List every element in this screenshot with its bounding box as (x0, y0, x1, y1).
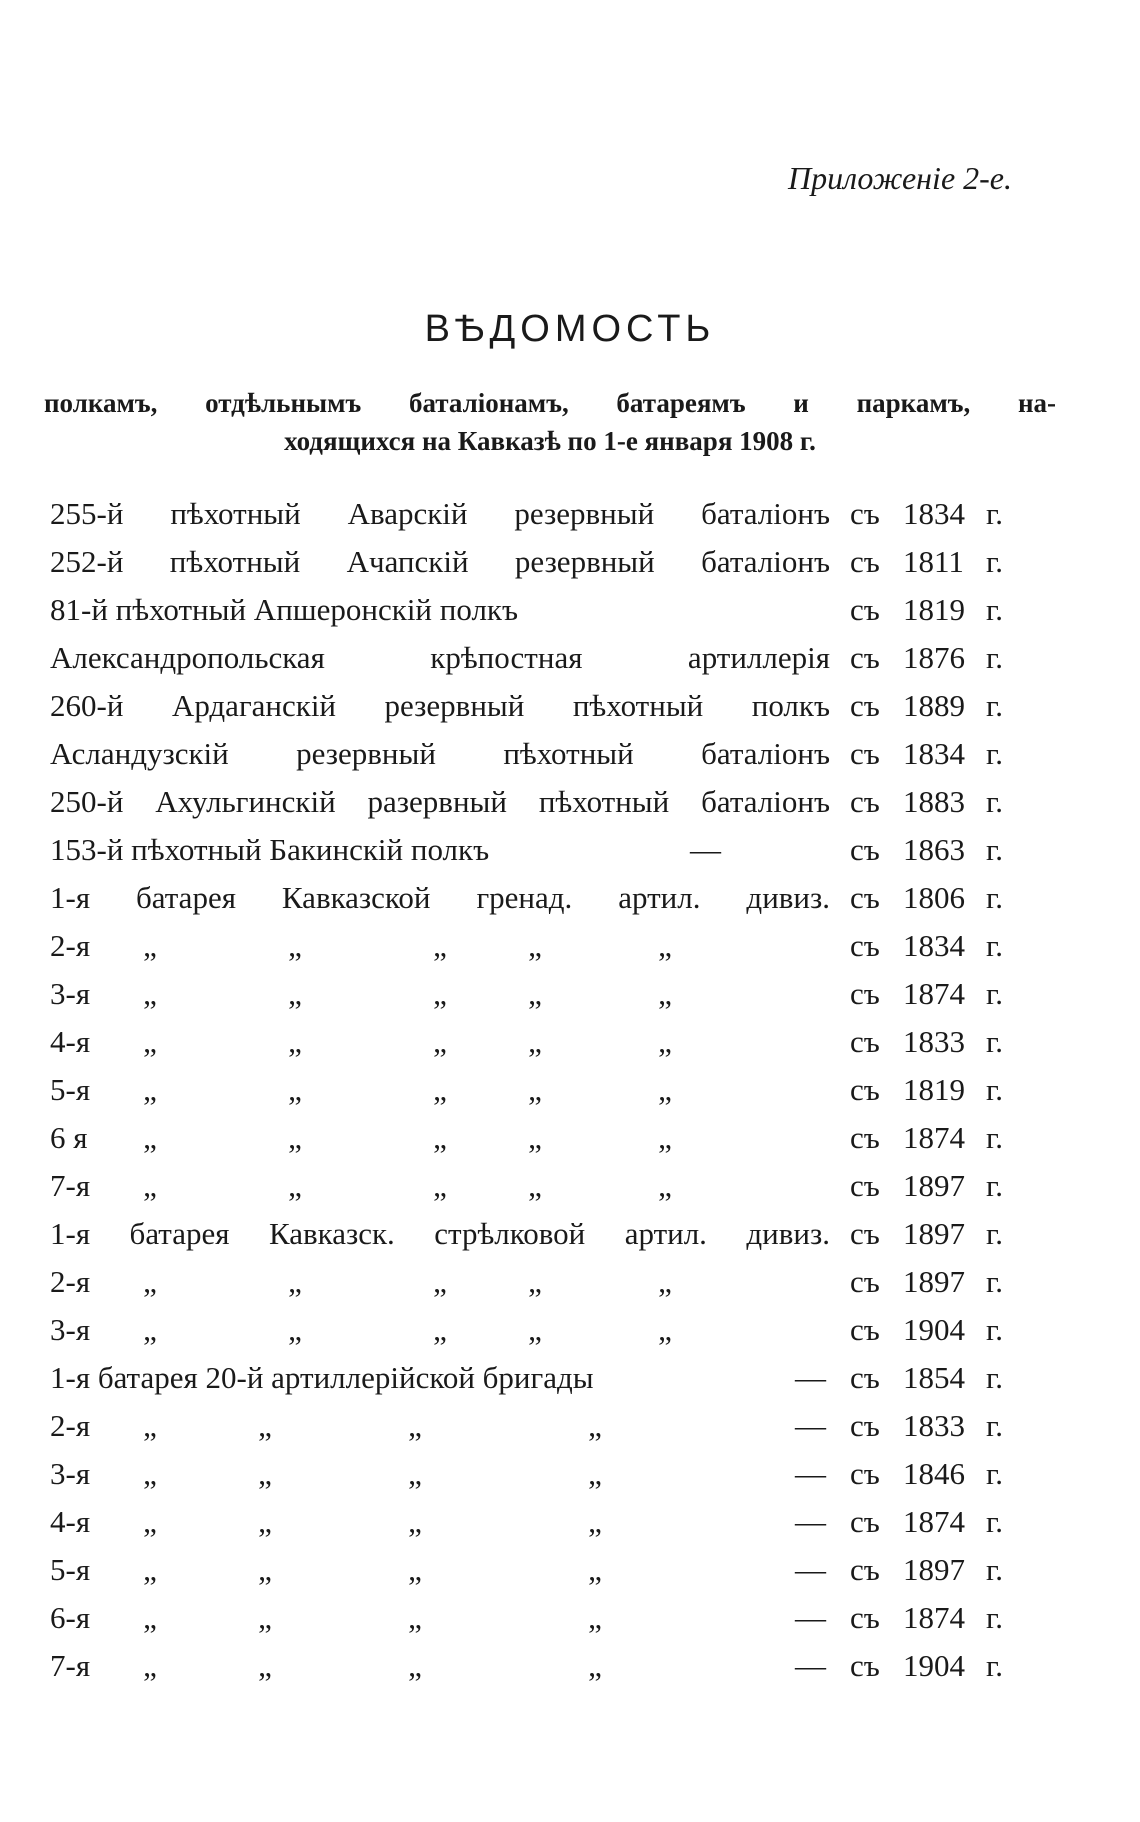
ditto-mark: „ (288, 1120, 302, 1155)
ditto-mark: „ (258, 1552, 272, 1587)
subtitle-line-1: полкамъ, отдѣльнымъ баталiонамъ, батареямъ и паркамъ, на- (44, 388, 1056, 418)
table-row (50, 1498, 1010, 1546)
ditto-mark: „ (288, 976, 302, 1011)
since-word: съ (850, 880, 880, 915)
ditto-mark: „ (588, 1504, 602, 1539)
since-word: съ (850, 1168, 880, 1203)
table-row (50, 1066, 1010, 1114)
year-value: 1876 (903, 640, 965, 675)
table-row (50, 538, 1010, 586)
dash-mark: — (690, 832, 721, 867)
year-suffix: г. (986, 496, 1003, 531)
dash-mark: — (795, 1504, 826, 1539)
ditto-mark: „ (408, 1648, 422, 1683)
year-suffix: г. (986, 832, 1003, 867)
unit-number: 7-я (50, 1168, 91, 1203)
year-value: 1819 (903, 592, 965, 627)
ditto-mark: „ (288, 1168, 302, 1203)
ditto-mark: „ (588, 1648, 602, 1683)
year-suffix: г. (986, 1648, 1003, 1683)
table-row (50, 682, 1010, 730)
since-word: съ (850, 688, 880, 723)
unit-number: 5-я (50, 1552, 91, 1587)
table-row (50, 874, 1010, 922)
ditto-mark: „ (658, 928, 672, 963)
year-suffix: г. (986, 880, 1003, 915)
ditto-mark: „ (433, 1264, 447, 1299)
since-word: съ (850, 640, 880, 675)
since-word: съ (850, 496, 880, 531)
year-value: 1874 (903, 1600, 965, 1635)
ditto-mark: „ (658, 976, 672, 1011)
ditto-mark: „ (408, 1456, 422, 1491)
unit-name: 255-й пѣхотный Аварскiй резервный баталiонъ (50, 496, 830, 531)
unit-number: 6-я (50, 1600, 91, 1635)
year-suffix: г. (986, 1600, 1003, 1635)
since-word: съ (850, 1312, 880, 1347)
dash-mark: — (795, 1360, 826, 1395)
table-row (50, 1162, 1010, 1210)
table-row (50, 586, 1010, 634)
year-suffix: г. (986, 1168, 1003, 1203)
year-suffix: г. (986, 1456, 1003, 1491)
ditto-mark: „ (433, 928, 447, 963)
year-suffix: г. (986, 640, 1003, 675)
table-row (50, 1210, 1010, 1258)
since-word: съ (850, 1456, 880, 1491)
ditto-mark: „ (258, 1600, 272, 1635)
ditto-mark: „ (408, 1552, 422, 1587)
since-word: съ (850, 1552, 880, 1587)
unit-name: 1-я батарея Кавказск. стрѣлковой артил. дивиз. (50, 1216, 830, 1251)
dash-mark: — (795, 1600, 826, 1635)
ditto-mark: „ (658, 1024, 672, 1059)
unit-number: 2-я (50, 928, 91, 963)
unit-number: 3-я (50, 1456, 91, 1491)
ditto-mark: „ (528, 976, 542, 1011)
since-word: съ (850, 592, 880, 627)
ditto-mark: „ (258, 1504, 272, 1539)
table-row (50, 1258, 1010, 1306)
year-value: 1904 (903, 1648, 965, 1683)
ditto-mark: „ (288, 1264, 302, 1299)
unit-name: 1-я батарея Кавказской гренад. артил. дивиз. (50, 880, 830, 915)
ditto-mark: „ (658, 1264, 672, 1299)
ditto-mark: „ (258, 1456, 272, 1491)
since-word: съ (850, 1648, 880, 1683)
year-value: 1819 (903, 1072, 965, 1107)
ditto-mark: „ (588, 1552, 602, 1587)
ditto-mark: „ (143, 1600, 157, 1635)
since-word: съ (850, 1600, 880, 1635)
ditto-mark: „ (528, 1120, 542, 1155)
ditto-mark: „ (433, 1120, 447, 1155)
since-word: съ (850, 1120, 880, 1155)
ditto-mark: „ (528, 928, 542, 963)
unit-name: 252-й пѣхотный Ачапскiй резервный баталiонъ (50, 544, 830, 579)
table-row (50, 922, 1010, 970)
dash-mark: — (795, 1648, 826, 1683)
since-word: съ (850, 1360, 880, 1395)
table-row (50, 1642, 1010, 1690)
year-suffix: г. (986, 1120, 1003, 1155)
year-value: 1833 (903, 1024, 965, 1059)
unit-name: Александропольская крѣпостная артиллерiя (50, 640, 830, 675)
ditto-mark: „ (288, 928, 302, 963)
ditto-mark: „ (258, 1408, 272, 1443)
year-suffix: г. (986, 1360, 1003, 1395)
year-value: 1863 (903, 832, 965, 867)
year-suffix: г. (986, 592, 1003, 627)
appendix-label: Приложенiе 2-е. (787, 160, 1012, 196)
ditto-mark: „ (588, 1408, 602, 1443)
ditto-mark: „ (408, 1600, 422, 1635)
ditto-mark: „ (143, 928, 157, 963)
since-word: съ (850, 832, 880, 867)
dash-mark: — (795, 1552, 826, 1587)
table-row (50, 1594, 1010, 1642)
year-value: 1874 (903, 976, 965, 1011)
year-suffix: г. (986, 976, 1003, 1011)
ditto-mark: „ (258, 1648, 272, 1683)
ditto-mark: „ (143, 1552, 157, 1587)
ditto-mark: „ (588, 1600, 602, 1635)
year-suffix: г. (986, 1024, 1003, 1059)
table-row (50, 1114, 1010, 1162)
unit-name: 250-й Ахульгинскiй разервный пѣхотный баталiонъ (50, 784, 830, 819)
year-value: 1854 (903, 1360, 965, 1395)
units-table (50, 490, 1010, 1690)
unit-number: 3-я (50, 1312, 91, 1347)
year-suffix: г. (986, 736, 1003, 771)
ditto-mark: „ (433, 1312, 447, 1347)
year-value: 1811 (903, 544, 964, 579)
year-value: 1834 (903, 928, 965, 963)
year-suffix: г. (986, 784, 1003, 819)
ditto-mark: „ (658, 1072, 672, 1107)
ditto-mark: „ (143, 1456, 157, 1491)
dash-mark: — (795, 1456, 826, 1491)
unit-name: 153-й пѣхотный Бакинскiй полкъ (50, 832, 490, 867)
since-word: съ (850, 1216, 880, 1251)
ditto-mark: „ (433, 1072, 447, 1107)
ditto-mark: „ (433, 1024, 447, 1059)
table-row (50, 1306, 1010, 1354)
since-word: съ (850, 1504, 880, 1539)
ditto-mark: „ (528, 1072, 542, 1107)
year-suffix: г. (986, 928, 1003, 963)
year-value: 1833 (903, 1408, 965, 1443)
table-row (50, 1546, 1010, 1594)
year-value: 1874 (903, 1504, 965, 1539)
year-suffix: г. (986, 688, 1003, 723)
since-word: съ (850, 736, 880, 771)
ditto-mark: „ (288, 1072, 302, 1107)
table-row (50, 778, 1010, 826)
ditto-mark: „ (143, 1024, 157, 1059)
year-value: 1897 (903, 1216, 965, 1251)
ditto-mark: „ (143, 1120, 157, 1155)
ditto-mark: „ (143, 1408, 157, 1443)
year-suffix: г. (986, 1264, 1003, 1299)
unit-name: 1-я батарея 20-й артиллерiйской бригады (50, 1360, 594, 1395)
since-word: съ (850, 1024, 880, 1059)
year-value: 1883 (903, 784, 965, 819)
year-value: 1904 (903, 1312, 965, 1347)
table-row (50, 1402, 1010, 1450)
year-suffix: г. (986, 1072, 1003, 1107)
year-value: 1834 (903, 736, 965, 771)
since-word: съ (850, 784, 880, 819)
table-row (50, 634, 1010, 682)
ditto-mark: „ (658, 1120, 672, 1155)
year-value: 1874 (903, 1120, 965, 1155)
unit-name: 81-й пѣхотный Апшеронскiй полкъ (50, 592, 519, 627)
ditto-mark: „ (588, 1456, 602, 1491)
unit-number: 3-я (50, 976, 91, 1011)
ditto-mark: „ (528, 1168, 542, 1203)
since-word: съ (850, 928, 880, 963)
table-row (50, 970, 1010, 1018)
ditto-mark: „ (143, 1504, 157, 1539)
year-suffix: г. (986, 1312, 1003, 1347)
ditto-mark: „ (658, 1312, 672, 1347)
since-word: съ (850, 1072, 880, 1107)
ditto-mark: „ (143, 976, 157, 1011)
ditto-mark: „ (433, 976, 447, 1011)
unit-number: 6 я (50, 1120, 88, 1155)
year-value: 1846 (903, 1456, 965, 1491)
table-row (50, 490, 1010, 538)
since-word: съ (850, 1408, 880, 1443)
document-subtitle (44, 384, 1056, 460)
since-word: съ (850, 1264, 880, 1299)
table-row (50, 1450, 1010, 1498)
unit-name: 260-й Ардаганскiй резервный пѣхотный полкъ (50, 688, 830, 723)
ditto-mark: „ (528, 1312, 542, 1347)
since-word: съ (850, 544, 880, 579)
unit-number: 2-я (50, 1408, 91, 1443)
year-suffix: г. (986, 1552, 1003, 1587)
ditto-mark: „ (288, 1024, 302, 1059)
ditto-mark: „ (143, 1072, 157, 1107)
year-suffix: г. (986, 544, 1003, 579)
ditto-mark: „ (658, 1168, 672, 1203)
table-row (50, 826, 1010, 874)
table-row (50, 730, 1010, 778)
since-word: съ (850, 976, 880, 1011)
year-value: 1897 (903, 1264, 965, 1299)
ditto-mark: „ (143, 1264, 157, 1299)
dash-mark: — (795, 1408, 826, 1443)
year-value: 1897 (903, 1168, 965, 1203)
subtitle-line-2: ходящихся на Кавказѣ по 1-е января 1908 г. (284, 426, 816, 456)
ditto-mark: „ (143, 1312, 157, 1347)
table-row (50, 1018, 1010, 1066)
unit-number: 4-я (50, 1504, 91, 1539)
unit-number: 5-я (50, 1072, 91, 1107)
unit-number: 7-я (50, 1648, 91, 1683)
ditto-mark: „ (528, 1264, 542, 1299)
document-title: ВѢДОМОСТЬ (424, 308, 716, 350)
ditto-mark: „ (528, 1024, 542, 1059)
year-value: 1897 (903, 1552, 965, 1587)
year-value: 1806 (903, 880, 965, 915)
unit-name: Асландузскiй резервный пѣхотный баталiонъ (50, 736, 830, 771)
year-value: 1834 (903, 496, 965, 531)
ditto-mark: „ (143, 1168, 157, 1203)
year-suffix: г. (986, 1408, 1003, 1443)
unit-number: 2-я (50, 1264, 91, 1299)
table-row (50, 1354, 1010, 1402)
ditto-mark: „ (433, 1168, 447, 1203)
ditto-mark: „ (408, 1408, 422, 1443)
year-suffix: г. (986, 1216, 1003, 1251)
year-value: 1889 (903, 688, 965, 723)
unit-number: 4-я (50, 1024, 91, 1059)
ditto-mark: „ (288, 1312, 302, 1347)
ditto-mark: „ (408, 1504, 422, 1539)
ditto-mark: „ (143, 1648, 157, 1683)
year-suffix: г. (986, 1504, 1003, 1539)
